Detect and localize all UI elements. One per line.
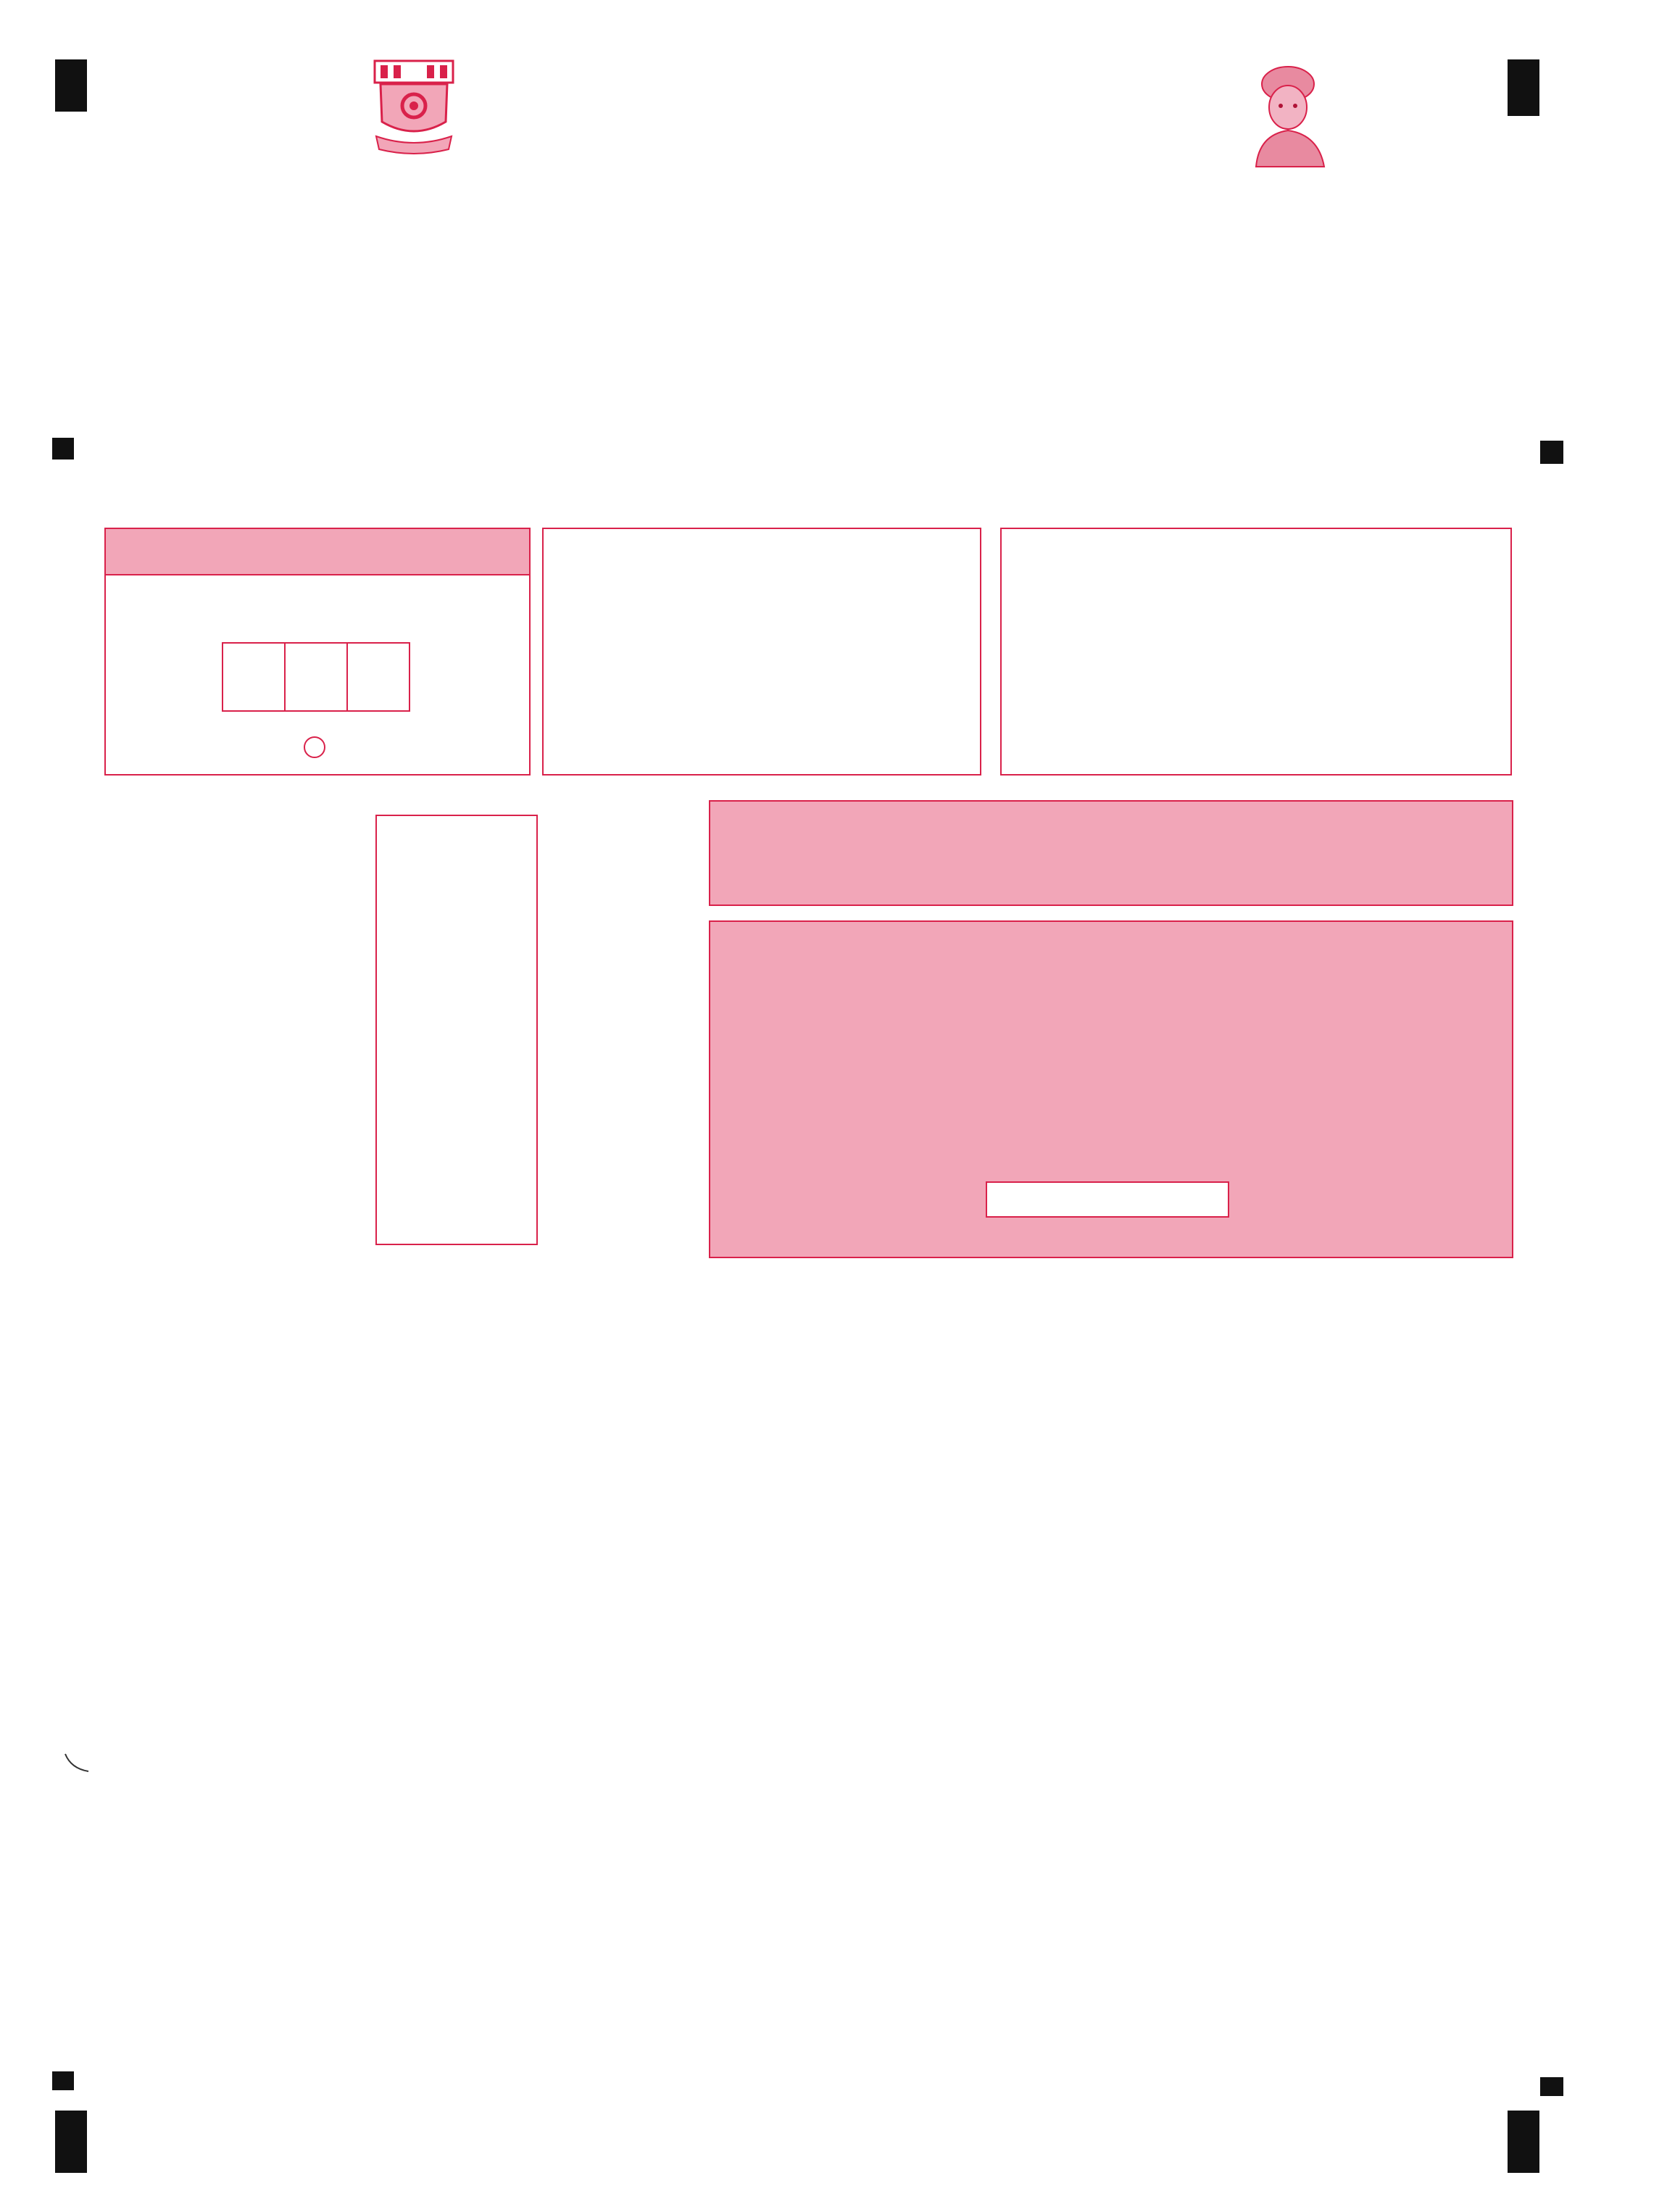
registration-mark-bottom-right: [1508, 2111, 1539, 2173]
absent-circle[interactable]: [304, 736, 325, 758]
absent-mark-box-1[interactable]: [222, 642, 286, 712]
timing-mark-head: [1540, 441, 1563, 464]
qr-code-icon: [207, 820, 291, 905]
instructions-banner: [709, 800, 1513, 906]
portrait-icon: [1243, 59, 1337, 168]
certify-box: [1000, 528, 1512, 776]
university-logo-icon: [373, 59, 454, 155]
stray-mark: [64, 1752, 93, 1774]
registration-mark-bottom-left: [55, 2111, 87, 2173]
registration-mark-small-left: [52, 438, 74, 460]
invigilator-box: [104, 528, 531, 776]
example-bubbles: [986, 1181, 1229, 1218]
barcode-icon: [400, 854, 513, 1221]
absent-mark-box-3[interactable]: [346, 642, 410, 712]
registration-mark-top-left: [55, 59, 87, 112]
absent-mark-box-2[interactable]: [284, 642, 348, 712]
registration-mark-top-right: [1508, 59, 1539, 116]
registration-mark-small-bottom-left: [52, 2071, 74, 2090]
timing-mark-foot: [1540, 2077, 1563, 2096]
candidate-signature-box: [542, 528, 981, 776]
invigilator-box-header: [106, 529, 529, 575]
